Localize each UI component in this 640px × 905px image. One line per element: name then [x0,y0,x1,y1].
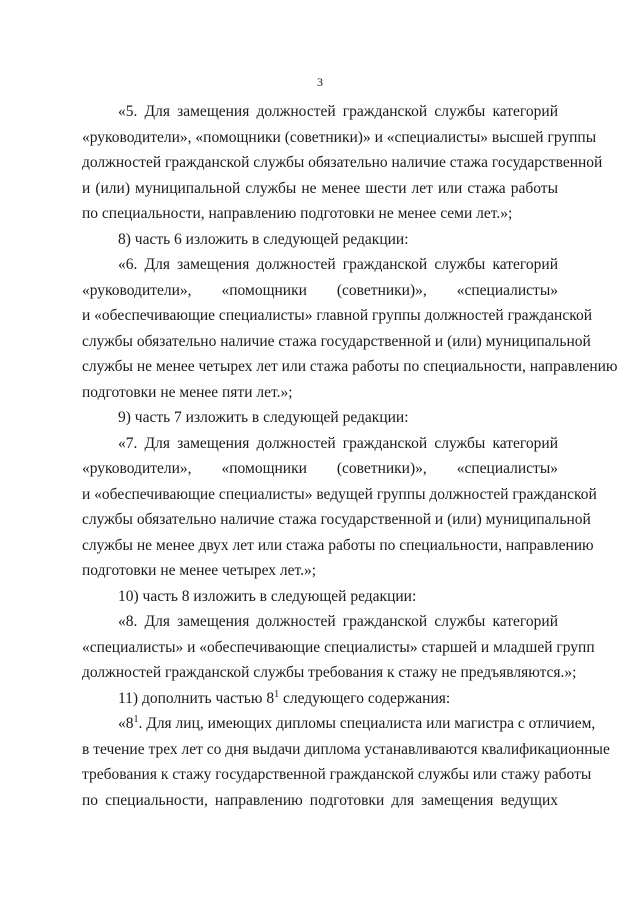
document-line: службы не менее четырех лет или стажа работы по специальности, направлению [82,358,618,375]
document-line: и «обеспечивающие специалисты» главной группы должностей гражданской [82,307,593,324]
document-line: «8. Для замещения должностей гражданской службы категорий [118,613,558,630]
document-line: подготовки не менее четырех лет.»; [82,562,317,579]
document-body [82,99,618,813]
document-line: должностей гражданской службы обязательно наличие стажа государственной [82,154,603,171]
document-line: «5. Для замещения должностей гражданской службы категорий [118,103,558,120]
document-line: «руководители», «помощники (советники)», «специалисты» [82,281,558,299]
document-line: службы обязательно наличие стажа государственной и (или) муниципальной [82,511,591,528]
document-line: 10) часть 8 изложить в следующей редакции: [118,587,417,605]
part-8-1-first-line [82,711,596,737]
document-line: по специальности, направлению подготовки не менее семи лет.»; [82,205,513,222]
document-line: 9) часть 7 изложить в следующей редакции: [118,409,409,426]
part-8-1-label: «8 [118,715,134,732]
document-line: и «обеспечивающие специалисты» ведущей группы должностей гражданской [82,485,597,503]
document-line: «специалисты» и «обеспечивающие специалисты» старшей и младшей групп [82,638,595,656]
part-8-1-line: по специальности, направлению подготовки для замещения ведущих [82,791,558,809]
superscript-one: 1 [133,714,139,725]
document-line: 8) часть 6 изложить в следующей редакции: [118,230,409,248]
amendment-item-11-text: 11) дополнить частью 8 [118,689,275,707]
part-8-1-line: в течение трех лет со дня выдачи диплома устанавливаются квалификационные [82,740,610,758]
amendment-item-11-tail: следующего содержания: [279,689,451,707]
document-line: «7. Для замещения должностей гражданской службы категорий [118,434,558,452]
part-8-1-text: . Для лиц, имеющих дипломы специалиста или магистра с отличием, [138,715,596,732]
document-line: «руководители», «помощники (советники)», «специалисты» [82,460,558,477]
document-line: подготовки не менее пяти лет.»; [82,383,293,401]
document-line: службы обязательно наличие стажа государственной и (или) муниципальной [82,332,591,350]
document-line: должностей гражданской службы требования к стажу не предъявляются.»; [82,664,577,681]
part-8-1-line: требования к стажу государственной гражданской службы или стажу работы [82,766,592,783]
document-line: «руководители», «помощники (советники)» и «специалисты» высшей группы [82,128,597,146]
document-line: службы не менее двух лет или стажа работы по специальности, направлению [82,536,594,554]
amendment-item-11 [82,686,558,712]
document-line: и (или) муниципальной службы не менее шести лет или стажа работы [82,179,558,197]
page-number: 3 [317,75,323,89]
document-lines [82,99,618,686]
document-line: «6. Для замещения должностей гражданской службы категорий [118,256,558,273]
superscript-one: 1 [274,688,280,700]
